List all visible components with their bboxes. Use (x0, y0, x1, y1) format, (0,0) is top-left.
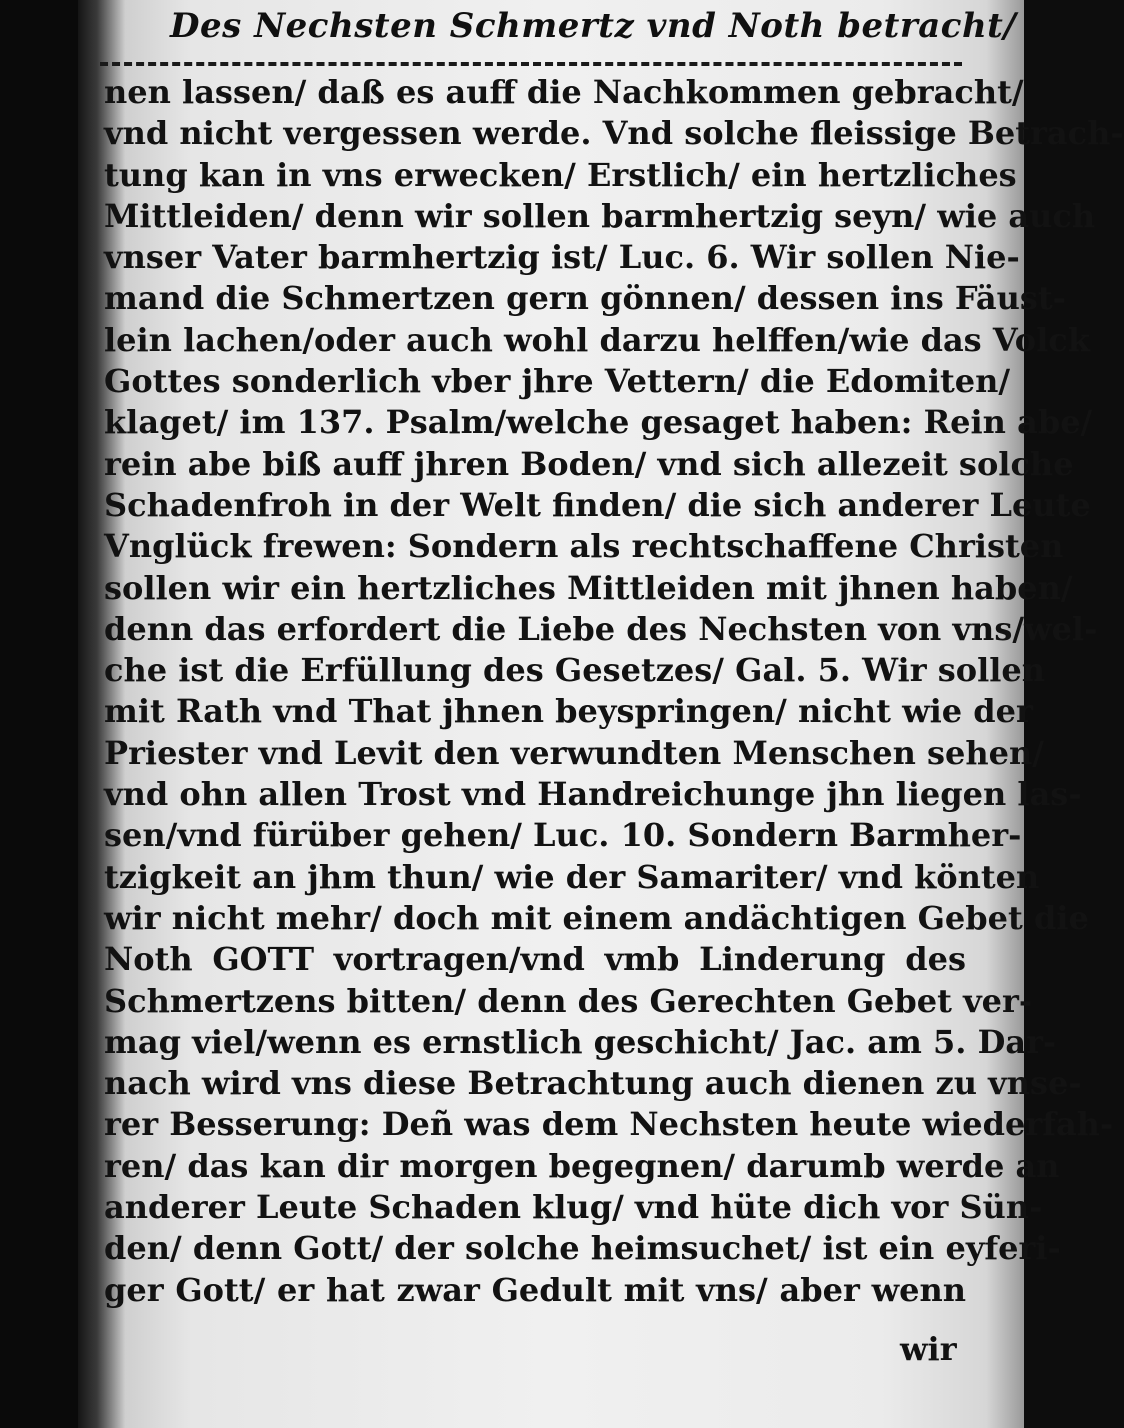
text-line: Gottes sonderlich vber jhre Vettern/ die Edomiten/ (104, 362, 1011, 401)
text-line: wir nicht mehr/ doch mit einem andächtigen Gebet die (104, 898, 1089, 937)
text-line: vnd nicht vergessen werde. Vnd solche fleissige Betrach- (104, 114, 1124, 153)
text-line: vnser Vater barmhertzig ist/ Luc. 6. Wir sollen Nie- (104, 238, 1020, 277)
catchword: wir (900, 1330, 957, 1368)
running-head: Des Nechsten Schmertz vnd Noth betracht/ (170, 6, 1017, 46)
text-line: Noth GOTT vortragen/vnd vmb Linderung des (104, 940, 966, 979)
text-line: lein lachen/oder auch wohl darzu helffen/wie das Volck (104, 320, 1090, 359)
text-line: tzigkeit an jhm thun/ wie der Samariter/ vnd könten (104, 857, 1040, 896)
text-line: rein abe biß auff jhren Boden/ vnd sich allezeit solche (104, 444, 1074, 483)
text-line: Vnglück frewen: Sondern als rechtschaffene Christen (104, 527, 1064, 566)
text-line: Mittleiden/ denn wir sollen barmhertzig seyn/ wie auch (104, 196, 1096, 235)
text-line: denn das erfordert die Liebe des Nechsten von vns/wel- (104, 609, 1098, 648)
body-text (104, 72, 1124, 1311)
text-line: Schmertzens bitten/ denn des Gerechten Gebet ver- (104, 981, 1033, 1020)
text-line: mand die Schmertzen gern gönnen/ dessen ins Fäust- (104, 279, 1066, 318)
text-line: anderer Leute Schaden klug/ vnd hüte dich vor Sün- (104, 1188, 1043, 1227)
text-line: mit Rath vnd That jhnen beyspringen/ nicht wie der (104, 692, 1033, 731)
header-rule (100, 62, 962, 66)
text-line: sen/vnd fürüber gehen/ Luc. 10. Sondern Barmher- (104, 816, 1022, 855)
text-line: ger Gott/ er hat zwar Gedult mit vns/ aber wenn (104, 1270, 966, 1309)
text-line: tung kan in vns erwecken/ Erstlich/ ein hertzliches (104, 155, 1017, 194)
text-line: sollen wir ein hertzliches Mittleiden mit jhnen haben/ (104, 568, 1073, 607)
text-line: vnd ohn allen Trost vnd Handreichunge jhn liegen las- (104, 775, 1082, 814)
text-line: klaget/ im 137. Psalm/welche gesaget haben: Rein abe/ (104, 403, 1093, 442)
text-line: ren/ das kan dir morgen begegnen/ darumb werde an (104, 1146, 1060, 1185)
text-line: Schadenfroh in der Welt finden/ die sich anderer Leute (104, 485, 1091, 524)
text-line: che ist die Erfüllung des Gesetzes/ Gal. 5. Wir sollen (104, 651, 1045, 690)
text-line: Priester vnd Levit den verwundten Menschen sehen/ (104, 733, 1044, 772)
text-line: nach wird vns diese Betrachtung auch dienen zu vnse- (104, 1064, 1082, 1103)
text-line: mag viel/wenn es ernstlich geschicht/ Jac. am 5. Dar- (104, 1022, 1057, 1061)
text-line: nen lassen/ daß es auff die Nachkommen gebracht/ (104, 73, 1024, 111)
text-line: rer Besserung: Deñ was dem Nechsten heute wiederfah- (104, 1105, 1114, 1144)
text-line: den/ denn Gott/ der solche heimsuchet/ ist ein eyferi- (104, 1229, 1061, 1268)
